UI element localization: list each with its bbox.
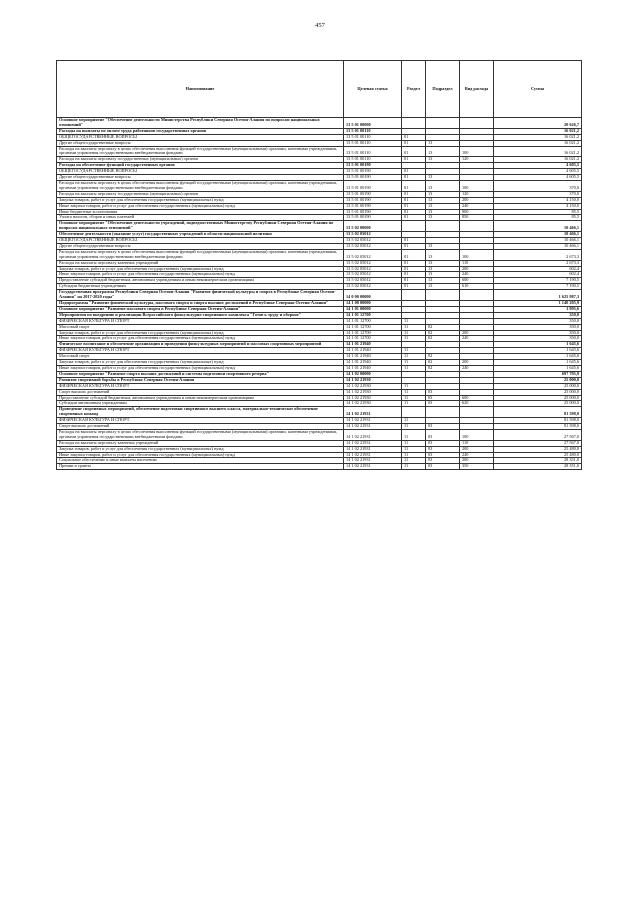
cell-code: 14 1 01 12700 [344, 318, 402, 324]
cell-code: 13 5 02 05012 [344, 266, 402, 272]
cell-name: Развитие спортивной борьбы в Республике Северная Осетия-Алания [57, 377, 344, 383]
cell-subsection: 02 [426, 365, 460, 371]
cell-section: 01 [402, 197, 426, 203]
cell-name: Расходы на выплаты персоналу в целях обеспечения выполнения функций государственными (муниципальными) органами, казенными учреждениями, органами управления государственными внебюджетными фондами [57, 180, 344, 191]
cell-name: ФИЗИЧЕСКАЯ КУЛЬТУРА И СПОРТ [57, 318, 344, 324]
cell-code: 13 5 01 00190 [344, 197, 402, 203]
cell-section: 11 [402, 429, 426, 440]
cell-sum: 16 021,2 [494, 134, 582, 140]
cell-section: 11 [402, 464, 426, 470]
cell-name: Субсидии бюджетным учреждениям [57, 284, 344, 290]
cell-section: 01 [402, 175, 426, 181]
cell-section: 01 [402, 260, 426, 266]
cell-subsection: 13 [426, 157, 460, 163]
cell-section: 01 [402, 272, 426, 278]
cell-code: 14 1 02 00000 [344, 371, 402, 377]
cell-type: 240 [460, 203, 494, 209]
cell-type: 200 [460, 266, 494, 272]
cell-sum: 602,4 [494, 266, 582, 272]
cell-name: Обеспечение деятельности (оказание услуг) государственных учреждений в области национальной политики [57, 232, 344, 238]
cell-type: 240 [460, 336, 494, 342]
cell-name: Физическое воспитание и обеспечение организации и проведения физкультурных мероприятий и массовых спортивных мероприятий [57, 342, 344, 348]
cell-type: 200 [460, 446, 494, 452]
cell-type: 200 [460, 197, 494, 203]
cell-subsection: 02 [426, 330, 460, 336]
cell-section: 11 [402, 446, 426, 452]
cell-section: 11 [402, 365, 426, 371]
cell-section: 01 [402, 238, 426, 244]
cell-name: Расходы на выплаты персоналу государственных (муниципальных) органов [57, 157, 344, 163]
cell-name: Расходы на выплаты персоналу казенных учреждений [57, 260, 344, 266]
cell-code: 13 5 01 00110 [344, 128, 402, 134]
cell-subsection: 13 [426, 284, 460, 290]
cell-sum: 4 150,0 [494, 197, 582, 203]
cell-section: 11 [402, 418, 426, 424]
cell-subsection: 03 [426, 429, 460, 440]
cell-code: 13 5 01 00000 [344, 118, 402, 129]
cell-code: 14 1 02 21931 [344, 452, 402, 458]
cell-section: 11 [402, 389, 426, 395]
cell-name: Основное мероприятие "Обеспечение деятельности учреждений, подведомственных Министерству Республики Северная Осетия-Алания по вопросам национальных отношений" [57, 221, 344, 232]
cell-subsection [426, 407, 460, 418]
cell-code: 14 1 01 21940 [344, 360, 402, 366]
table-row [57, 290, 582, 301]
cell-code: 13 5 02 05012 [344, 260, 402, 266]
cell-sum: 1 645,6 [494, 348, 582, 354]
cell-code: 13 5 01 00190 [344, 215, 402, 221]
cell-section: 11 [402, 395, 426, 401]
cell-type: 110 [460, 440, 494, 446]
cell-code: 14 1 00 00000 [344, 301, 402, 307]
cell-type [460, 118, 494, 129]
cell-sum: 81 398,0 [494, 418, 582, 424]
cell-section: 01 [402, 169, 426, 175]
cell-code: 13 5 02 05012 [344, 243, 402, 249]
cell-section: 11 [402, 324, 426, 330]
cell-name: ФИЗИЧЕСКАЯ КУЛЬТУРА И СПОРТ [57, 348, 344, 354]
cell-subsection: 02 [426, 324, 460, 330]
cell-type: 240 [460, 365, 494, 371]
cell-section: 11 [402, 354, 426, 360]
cell-sum: 85,5 [494, 209, 582, 215]
cell-name: Предоставление субсидий бюджетным, автономным учреждениям и иным некоммерческим организациям [57, 278, 344, 284]
cell-sum: 81 398,0 [494, 407, 582, 418]
cell-section: 01 [402, 140, 426, 146]
cell-type: 600 [460, 278, 494, 284]
cell-sum: 370,0 [494, 191, 582, 197]
cell-section: 01 [402, 146, 426, 157]
cell-sum: 28 351,0 [494, 458, 582, 464]
cell-type [460, 407, 494, 418]
cell-name: ФИЗИЧЕСКАЯ КУЛЬТУРА И СПОРТ [57, 418, 344, 424]
cell-type: 100 [460, 429, 494, 440]
cell-code: 14 1 02 21930 [344, 401, 402, 407]
cell-sum: 16 021,2 [494, 140, 582, 146]
cell-name: Расходы на выплаты персоналу государственных (муниципальных) органов [57, 191, 344, 197]
cell-code: 13 5 02 05012 [344, 278, 402, 284]
cell-name: Подпрограмма "Развитие физической культуры, массового спорта и спорта высших достижений в Республике Северная Осетия-Алания" [57, 301, 344, 307]
cell-section: 01 [402, 180, 426, 191]
cell-code: 13 5 02 05012 [344, 249, 402, 260]
cell-name: Массовый спорт [57, 354, 344, 360]
cell-code: 13 5 01 00190 [344, 163, 402, 169]
cell-subsection: 03 [426, 452, 460, 458]
cell-section: 11 [402, 424, 426, 430]
cell-code: 14 1 01 21940 [344, 348, 402, 354]
cell-name: Расходы на выплаты персоналу в целях обеспечения выполнения функций государственными (муниципальными) органами, казенными учреждениями, органами управления государственными внебюджетными фондами [57, 146, 344, 157]
cell-sum: 4 605,5 [494, 169, 582, 175]
cell-sum: 7 190,5 [494, 278, 582, 284]
cell-subsection: 13 [426, 203, 460, 209]
cell-name: Мероприятия по внедрению и реализации Всероссийского физкультурно-спортивного комплекса "Готов к труду и обороне" [57, 312, 344, 318]
cell-section: 01 [402, 278, 426, 284]
cell-name: Субсидии автономным учреждениям [57, 401, 344, 407]
header-name: Наименование [57, 61, 344, 118]
cell-subsection: 13 [426, 209, 460, 215]
cell-sum: 1 645,6 [494, 365, 582, 371]
cell-subsection: 13 [426, 191, 460, 197]
cell-section [402, 118, 426, 129]
cell-section: 01 [402, 134, 426, 140]
cell-section: 11 [402, 383, 426, 389]
cell-name: Социальное обеспечение и иные выплаты населению [57, 458, 344, 464]
cell-subsection: 13 [426, 215, 460, 221]
cell-section: 01 [402, 203, 426, 209]
cell-section: 01 [402, 284, 426, 290]
cell-section: 01 [402, 157, 426, 163]
cell-section: 01 [402, 209, 426, 215]
cell-subsection: 13 [426, 260, 460, 266]
cell-code: 14 1 01 21940 [344, 365, 402, 371]
cell-type: 350 [460, 464, 494, 470]
cell-code: 13 5 01 00190 [344, 175, 402, 181]
cell-name: Основное мероприятие "Развитие массового спорта в Республике Северная Осетия-Алания" [57, 306, 344, 312]
cell-sum: 10 466,1 [494, 238, 582, 244]
cell-sum: 7 190,5 [494, 284, 582, 290]
cell-subsection: 03 [426, 446, 460, 452]
cell-name: Закупка товаров, работ и услуг для обеспечения государственных (муниципальных) нужд [57, 266, 344, 272]
cell-section: 11 [402, 348, 426, 354]
page-number: 457 [315, 22, 325, 29]
cell-sum: 350,0 [494, 336, 582, 342]
cell-name: Расходы на выплаты персоналу в целях обеспечения выполнения функций государственными (муниципальными) органами, казенными учреждениями, органами управления государственными внебюджетными фондами [57, 249, 344, 260]
cell-name: Закупка товаров, работ и услуг для обеспечения государственных (муниципальных) нужд [57, 360, 344, 366]
cell-code: 13 5 01 00110 [344, 134, 402, 140]
cell-sum: 27 567,0 [494, 429, 582, 440]
cell-subsection: 03 [426, 389, 460, 395]
cell-section: 11 [402, 336, 426, 342]
cell-subsection: 13 [426, 243, 460, 249]
cell-sum: 25 480,0 [494, 446, 582, 452]
cell-section: 11 [402, 318, 426, 324]
cell-subsection [426, 290, 460, 301]
cell-sum: 25 000,0 [494, 389, 582, 395]
cell-code: 13 5 01 00110 [344, 140, 402, 146]
cell-type: 200 [460, 360, 494, 366]
cell-name: Предоставление субсидий бюджетным, автономным учреждениям и иным некоммерческим организациям [57, 395, 344, 401]
cell-sum: 10 466,1 [494, 221, 582, 232]
cell-subsection: 13 [426, 175, 460, 181]
cell-section [402, 290, 426, 301]
cell-section: 11 [402, 458, 426, 464]
cell-type: 120 [460, 191, 494, 197]
cell-code: 14 1 02 21931 [344, 407, 402, 418]
cell-type: 600 [460, 395, 494, 401]
cell-section: 01 [402, 191, 426, 197]
cell-name: ОБЩЕГОСУДАРСТВЕННЫЕ ВОПРОСЫ [57, 238, 344, 244]
cell-code: 14 1 01 12700 [344, 336, 402, 342]
cell-sum: 697 795,9 [494, 371, 582, 377]
cell-subsection: 13 [426, 146, 460, 157]
cell-name: Другие общегосударственные вопросы [57, 140, 344, 146]
cell-code: 14 1 02 21930 [344, 377, 402, 383]
header-type: Вид расхода [460, 61, 494, 118]
cell-section: 11 [402, 452, 426, 458]
cell-sum: 1 645,6 [494, 354, 582, 360]
cell-sum: 1 140 205,9 [494, 301, 582, 307]
cell-name: Закупка товаров, работ и услуг для обеспечения государственных (муниципальных) нужд [57, 197, 344, 203]
cell-name: ОБЩЕГОСУДАРСТВЕННЫЕ ВОПРОСЫ [57, 169, 344, 175]
header-subsection: Подраздел [426, 61, 460, 118]
cell-name: Проведение спортивных мероприятий, обеспечение подготовки спортивного высшего класса, материально-техническое обеспечение спортивных команд [57, 407, 344, 418]
cell-name: Другие общегосударственные вопросы [57, 243, 344, 249]
cell-code: 14 1 02 21930 [344, 389, 402, 395]
cell-section: 01 [402, 249, 426, 260]
cell-sum: 1 645,6 [494, 360, 582, 366]
cell-sum: 1 625 987,3 [494, 290, 582, 301]
cell-section: 01 [402, 243, 426, 249]
cell-name: Уплата налогов, сборов и иных платежей [57, 215, 344, 221]
cell-sum: 2 673,3 [494, 249, 582, 260]
cell-sum: 16 021,2 [494, 128, 582, 134]
cell-code: 14 0 00 00000 [344, 290, 402, 301]
cell-sum: 25 480,0 [494, 452, 582, 458]
cell-sum: 28 351,0 [494, 464, 582, 470]
cell-type: 800 [460, 209, 494, 215]
cell-sum: 10 466,1 [494, 243, 582, 249]
cell-sum: 25 000,0 [494, 377, 582, 383]
cell-subsection: 03 [426, 401, 460, 407]
cell-code: 13 5 01 00110 [344, 157, 402, 163]
cell-sum: 1 645,6 [494, 342, 582, 348]
cell-name: Иные закупки товаров, работ и услуг для обеспечения государственных (муниципальных) нужд [57, 365, 344, 371]
cell-section: 11 [402, 360, 426, 366]
cell-subsection: 03 [426, 424, 460, 430]
cell-name: Спорт высших достижений [57, 389, 344, 395]
cell-section: 11 [402, 401, 426, 407]
table-row [57, 118, 582, 129]
cell-code: 13 5 01 00190 [344, 209, 402, 215]
cell-subsection [426, 118, 460, 129]
cell-code: 14 1 02 21930 [344, 383, 402, 389]
cell-sum: 16 021,2 [494, 146, 582, 157]
cell-code: 14 1 02 21931 [344, 440, 402, 446]
cell-sum: 85,5 [494, 215, 582, 221]
header-code: Целевая статья [344, 61, 402, 118]
cell-name: Расходы на выплаты персоналу казенных учреждений [57, 440, 344, 446]
cell-sum: 370,0 [494, 180, 582, 191]
cell-name: Расходы на выплаты по оплате труда работников государственных органов [57, 128, 344, 134]
cell-code: 14 1 01 12700 [344, 324, 402, 330]
cell-sum: 4 605,5 [494, 175, 582, 181]
header-section: Раздел [402, 61, 426, 118]
cell-name: ОБЩЕГОСУДАРСТВЕННЫЕ ВОПРОСЫ [57, 134, 344, 140]
cell-sum: 350,0 [494, 318, 582, 324]
cell-code: 14 1 02 21931 [344, 418, 402, 424]
cell-code: 14 1 01 21940 [344, 342, 402, 348]
cell-name: Закупка товаров, работ и услуг для обеспечения государственных (муниципальных) нужд [57, 446, 344, 452]
cell-sum: 81 398,0 [494, 424, 582, 430]
cell-type: 850 [460, 215, 494, 221]
cell-subsection: 03 [426, 395, 460, 401]
cell-subsection: 02 [426, 336, 460, 342]
cell-sum: 10 466,1 [494, 232, 582, 238]
cell-subsection [426, 221, 460, 232]
cell-type: 120 [460, 157, 494, 163]
cell-name: Премии и гранты [57, 464, 344, 470]
table-row [57, 407, 582, 418]
cell-type: 240 [460, 452, 494, 458]
cell-code: 13 5 02 05012 [344, 284, 402, 290]
cell-name: Закупка товаров, работ и услуг для обеспечения государственных (муниципальных) нужд [57, 330, 344, 336]
cell-code: 13 5 02 05012 [344, 272, 402, 278]
cell-sum: 16 021,2 [494, 157, 582, 163]
cell-type: 100 [460, 146, 494, 157]
table-row [57, 146, 582, 157]
cell-code: 14 1 02 21931 [344, 424, 402, 430]
cell-subsection: 13 [426, 180, 460, 191]
table-header-row [57, 61, 582, 118]
cell-code: 13 5 02 05012 [344, 232, 402, 238]
cell-sum: 20 626,7 [494, 118, 582, 129]
cell-name: Иные закупки товаров, работ и услуг для обеспечения государственных (муниципальных) нужд [57, 203, 344, 209]
cell-subsection: 03 [426, 458, 460, 464]
cell-name: Государственная программа Республики Северная Осетия-Алания "Развитие физической культуры и спорта в Республике Северная Осетия-Алания" на 2017-2020 годы" [57, 290, 344, 301]
table-row [57, 249, 582, 260]
header-sum: Сумма [494, 61, 582, 118]
cell-sum: 27 567,0 [494, 440, 582, 446]
cell-code: 14 1 01 12700 [344, 312, 402, 318]
cell-code: 13 5 02 05012 [344, 238, 402, 244]
cell-code: 13 5 01 00190 [344, 180, 402, 191]
cell-sum: 25 000,0 [494, 395, 582, 401]
table-row [57, 429, 582, 440]
cell-type: 100 [460, 180, 494, 191]
cell-name: Иные закупки товаров, работ и услуг для обеспечения государственных (муниципальных) нужд [57, 336, 344, 342]
cell-code: 14 1 02 21931 [344, 464, 402, 470]
cell-code: 14 1 02 21931 [344, 458, 402, 464]
cell-code: 14 1 02 21930 [344, 395, 402, 401]
cell-subsection: 13 [426, 266, 460, 272]
cell-section: 01 [402, 266, 426, 272]
cell-code: 14 1 01 12700 [344, 330, 402, 336]
cell-subsection: 13 [426, 272, 460, 278]
cell-section [402, 221, 426, 232]
cell-section: 01 [402, 215, 426, 221]
cell-sum: 25 000,0 [494, 401, 582, 407]
cell-code: 14 1 02 21931 [344, 446, 402, 452]
cell-name: Основное мероприятие "Развитие спорта высших достижений и системы подготовки спортивного резерва" [57, 371, 344, 377]
cell-section: 11 [402, 440, 426, 446]
cell-code: 14 1 02 21931 [344, 429, 402, 440]
cell-name: Иные бюджетные ассигнования [57, 209, 344, 215]
cell-sum: 4 605,5 [494, 163, 582, 169]
cell-name: Спорт высших достижений [57, 424, 344, 430]
cell-section [402, 407, 426, 418]
cell-type [460, 221, 494, 232]
cell-type: 610 [460, 284, 494, 290]
cell-code: 13 5 02 00000 [344, 221, 402, 232]
cell-type: 300 [460, 458, 494, 464]
cell-type: 240 [460, 272, 494, 278]
table-row [57, 180, 582, 191]
budget-table [56, 60, 582, 470]
table-row [57, 221, 582, 232]
cell-type: 620 [460, 401, 494, 407]
cell-sum: 1 995,6 [494, 306, 582, 312]
table-row [57, 464, 582, 470]
cell-sum: 4 150,0 [494, 203, 582, 209]
cell-name: Расходы на обеспечение функций государственных органов [57, 163, 344, 169]
cell-name: Массовый спорт [57, 324, 344, 330]
cell-subsection: 13 [426, 249, 460, 260]
cell-name: ФИЗИЧЕСКАЯ КУЛЬТУРА И СПОРТ [57, 383, 344, 389]
cell-code: 13 5 01 00190 [344, 169, 402, 175]
cell-code: 13 5 01 00110 [344, 146, 402, 157]
cell-sum: 25 000,0 [494, 383, 582, 389]
cell-name: Основное мероприятие "Обеспечение деятельности Министерства Республики Северная Осетия-Алания по вопросам национальных отношений" [57, 118, 344, 129]
cell-code: 13 5 01 00190 [344, 191, 402, 197]
cell-subsection: 03 [426, 464, 460, 470]
cell-type: 200 [460, 330, 494, 336]
table-body [57, 118, 582, 470]
cell-type [460, 290, 494, 301]
cell-type: 110 [460, 260, 494, 266]
cell-subsection: 02 [426, 360, 460, 366]
cell-type: 100 [460, 249, 494, 260]
cell-sum: 350,0 [494, 312, 582, 318]
cell-name: Расходы на выплаты персоналу в целях обеспечения выполнения функций государственными (муниципальными) органами, казенными учреждениями, органами управления государственными внебюджетными фондами [57, 429, 344, 440]
cell-name: Иные закупки товаров, работ и услуг для обеспечения государственных (муниципальных) нужд [57, 452, 344, 458]
cell-section: 11 [402, 330, 426, 336]
cell-sum: 350,0 [494, 324, 582, 330]
cell-subsection: 13 [426, 278, 460, 284]
cell-code: 14 1 01 00000 [344, 306, 402, 312]
cell-name: Другие общегосударственные вопросы [57, 175, 344, 181]
cell-sum: 602,4 [494, 272, 582, 278]
cell-sum: 2 673,3 [494, 260, 582, 266]
cell-subsection: 02 [426, 354, 460, 360]
cell-subsection: 13 [426, 140, 460, 146]
cell-subsection: 13 [426, 197, 460, 203]
cell-subsection: 03 [426, 440, 460, 446]
cell-sum: 350,0 [494, 330, 582, 336]
cell-code: 13 5 01 00190 [344, 203, 402, 209]
cell-code: 14 1 01 21940 [344, 354, 402, 360]
cell-name: Иные закупки товаров, работ и услуг для обеспечения государственных (муниципальных) нужд [57, 272, 344, 278]
